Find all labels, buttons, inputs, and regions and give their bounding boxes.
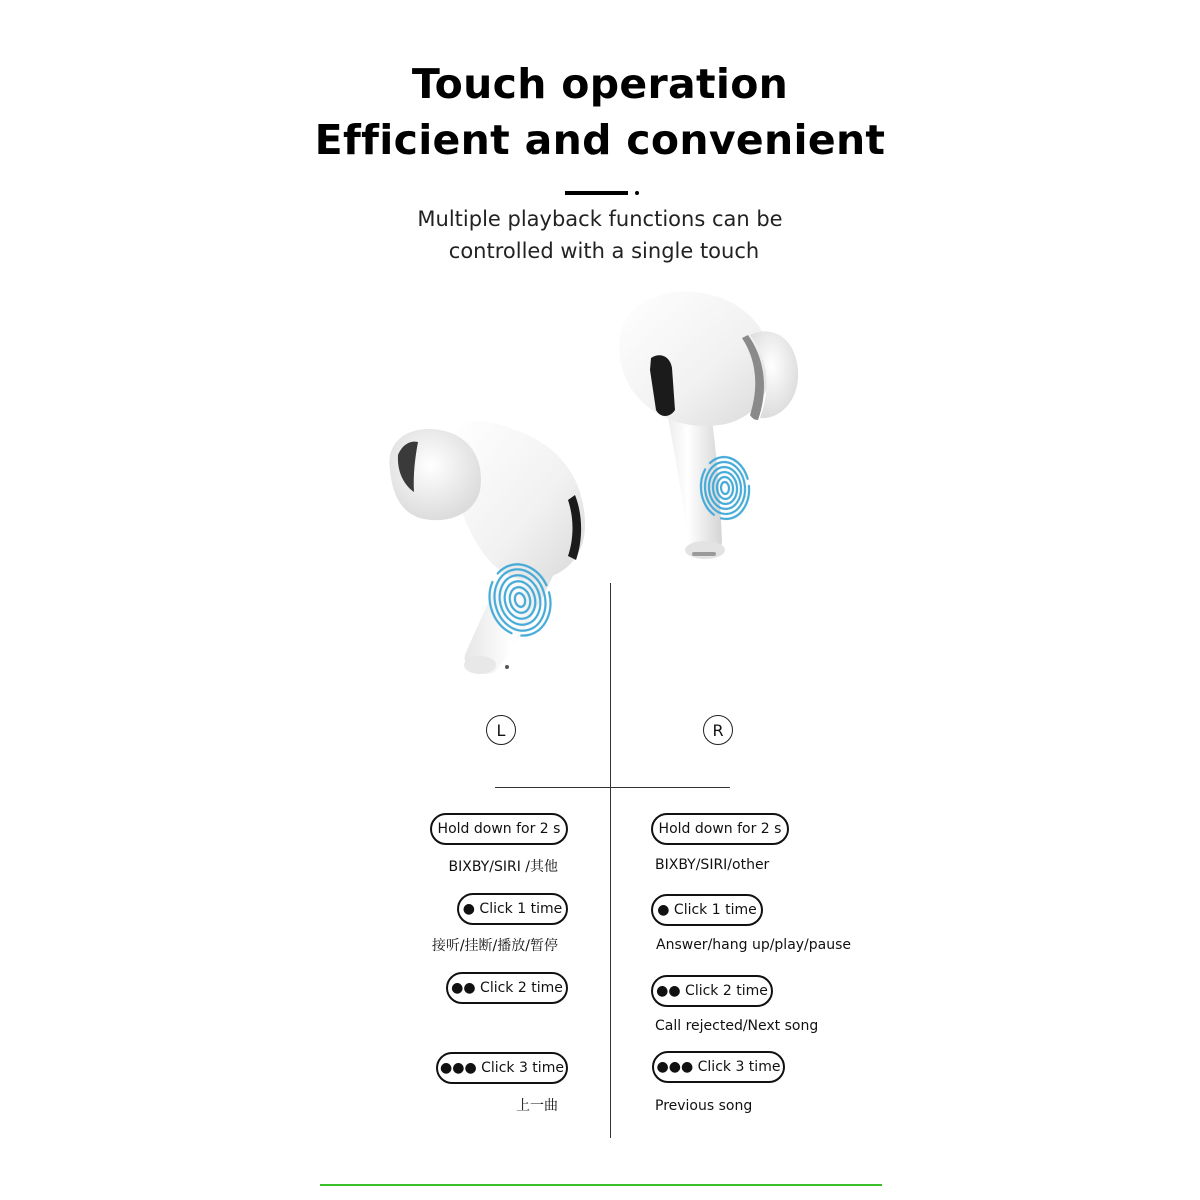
- earbuds-illustration: [370, 280, 810, 680]
- center-horizontal-line: [495, 787, 730, 788]
- title-line-2: Efficient and convenient: [314, 116, 886, 164]
- subtitle-line-1: Multiple playback functions can be: [417, 207, 783, 231]
- subtitle-line-2: controlled with a single touch: [448, 239, 760, 263]
- right-click2-desc: Call rejected/Next song: [655, 1018, 819, 1034]
- left-earbud-icon: [389, 421, 585, 674]
- left-click3-pill: ●●● Click 3 time: [436, 1052, 568, 1084]
- right-click1-desc: Answer/hang up/play/pause: [656, 937, 852, 953]
- left-click2-pill: ●● Click 2 time: [446, 972, 568, 1004]
- divider-dash: [565, 191, 628, 195]
- bottom-accent-line: [320, 1184, 882, 1186]
- divider-dot: [635, 191, 639, 195]
- right-click2-pill: ●● Click 2 time: [651, 975, 773, 1007]
- right-click3-desc: Previous song: [655, 1098, 753, 1114]
- left-click1-pill: ● Click 1 time: [457, 893, 568, 925]
- right-earbud-icon: [619, 291, 798, 559]
- right-click1-pill: ● Click 1 time: [651, 894, 763, 926]
- right-hold-pill: Hold down for 2 s: [651, 813, 789, 845]
- left-click1-desc: 接听/挂断/播放/暂停: [431, 938, 558, 954]
- right-hold-desc: BIXBY/SIRI/other: [655, 857, 770, 873]
- title-line-1: Touch operation: [411, 60, 789, 108]
- center-vertical-line: [610, 583, 611, 1138]
- right-click3-pill: ●●● Click 3 time: [652, 1051, 785, 1083]
- right-label-circle: R: [703, 715, 733, 745]
- left-hold-desc: BIXBY/SIRI /其他: [448, 859, 558, 875]
- left-hold-pill: Hold down for 2 s: [430, 813, 568, 845]
- left-label-circle: L: [486, 715, 516, 745]
- left-click3-desc: 上一曲: [516, 1098, 558, 1114]
